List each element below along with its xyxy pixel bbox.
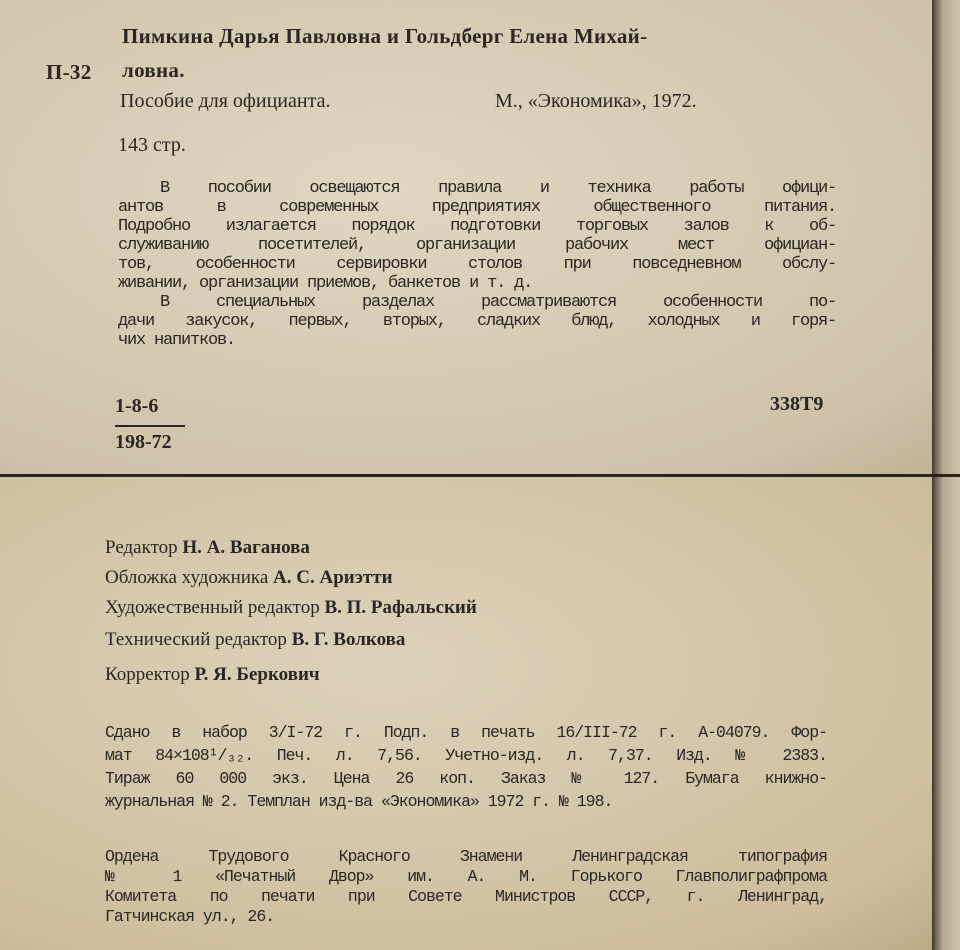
credit-name: В. П. Рафальский bbox=[324, 597, 477, 618]
fraction-rule bbox=[115, 425, 185, 427]
catalog-card-section bbox=[0, 0, 960, 474]
abstract-line: антов в современных предприятиях общественного питания. bbox=[118, 198, 836, 217]
abstract-line: служиванию посетителей, организации рабочих мест официан- bbox=[118, 236, 836, 255]
credit-role: Корректор bbox=[105, 664, 190, 685]
publisher: М., «Экономика», 1972. bbox=[495, 90, 697, 112]
credit-role: Технический редактор bbox=[105, 629, 287, 650]
credit-name: Р. Я. Беркович bbox=[194, 664, 320, 685]
imprint-line: Тираж 60 000 экз. Цена 26 коп. Заказ № 127. Бумага книжно- bbox=[105, 769, 827, 788]
index-bottom: 198-72 bbox=[115, 431, 172, 453]
credit-art-editor bbox=[105, 597, 477, 619]
credit-cover bbox=[105, 567, 393, 589]
printer-line: Комитета по печати при Совете Министров СССР, г. Ленинград, bbox=[105, 887, 827, 906]
imprint-line: Сдано в набор 3/I-72 г. Подп. в печать 16/III-72 г. А-04079. Фор- bbox=[105, 723, 827, 742]
credit-name: А. С. Ариэтти bbox=[273, 567, 393, 588]
index-top: 1-8-6 bbox=[115, 395, 159, 417]
authors-line-2: ловна. bbox=[122, 58, 185, 82]
abstract-line: чих напитков. bbox=[118, 331, 236, 350]
authors-line-1: Пимкина Дарья Павловна и Гольдберг Елена Михай- bbox=[122, 24, 648, 48]
credit-tech-editor bbox=[105, 629, 405, 651]
catalog-code: П-32 bbox=[46, 60, 92, 84]
abstract-line: живании, организации приемов, банкетов и т. д. bbox=[118, 274, 533, 293]
printer-line: Ордена Трудового Красного Знамени Ленинградская типография bbox=[105, 847, 827, 866]
imprint-line: мат 84×108¹/₃₂. Печ. л. 7,56. Учетно-изд. л. 7,37. Изд. № 2383. bbox=[105, 746, 827, 765]
credit-name: Н. А. Ваганова bbox=[182, 537, 310, 558]
printer-line: Гатчинская ул., 26. bbox=[105, 907, 275, 926]
class-code: 338Т9 bbox=[770, 393, 824, 415]
page-count: 143 стр. bbox=[118, 134, 186, 156]
credit-name: В. Г. Волкова bbox=[291, 629, 406, 650]
printer-line: № 1 «Печатный Двор» им. А. М. Горького Главполиграфпрома bbox=[105, 867, 827, 886]
credit-role: Художественный редактор bbox=[105, 597, 320, 618]
abstract-line: тов, особенности сервировки столов при повседневном обслу- bbox=[118, 255, 836, 274]
imprint-section bbox=[0, 477, 960, 950]
page-edge bbox=[932, 477, 960, 950]
abstract-line: В специальных разделах рассматриваются особенности по- bbox=[160, 293, 836, 312]
abstract-line: дачи закусок, первых, вторых, сладких блюд, холодных и горя- bbox=[118, 312, 836, 331]
book-title: Пособие для официанта. bbox=[120, 90, 331, 112]
credit-role: Обложка художника bbox=[105, 567, 269, 588]
page-edge bbox=[932, 0, 960, 474]
credit-editor bbox=[105, 537, 310, 559]
imprint-line: журнальная № 2. Темплан изд-ва «Экономика» 1972 г. № 198. bbox=[105, 792, 613, 811]
abstract-line: В пособии освещаются правила и техника работы офици- bbox=[160, 179, 836, 198]
abstract-line: Подробно излагается порядок подготовки торговых залов к об- bbox=[118, 217, 836, 236]
credit-role: Редактор bbox=[105, 537, 178, 558]
credit-proofreader bbox=[105, 664, 320, 686]
